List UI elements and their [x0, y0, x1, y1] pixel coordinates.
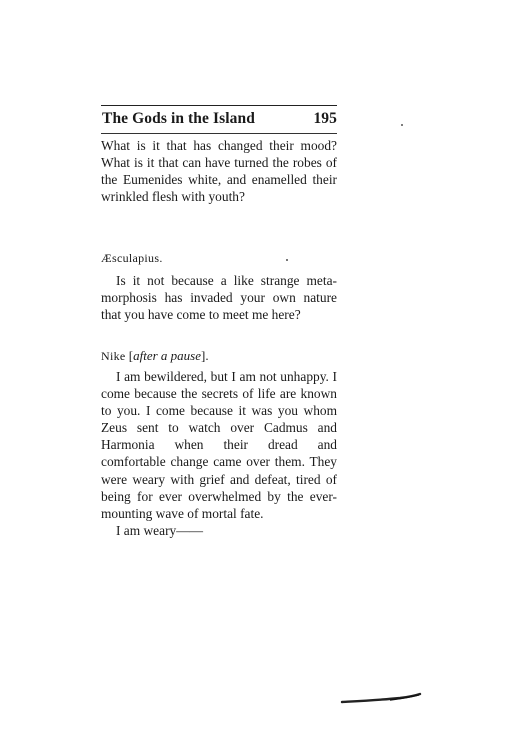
- speaker-nike: [101, 347, 337, 365]
- speaker-aesculapius: Æsculapius.: [101, 251, 163, 265]
- page-number: 195: [313, 110, 337, 127]
- paragraph-3: [101, 368, 337, 539]
- running-title: The Gods in the Island: [102, 110, 255, 127]
- paragraph-2: Is it not because a like strange meta-morphosis has invaded your own nature that you have come to meet me here?: [101, 273, 337, 323]
- top-rule: [101, 105, 337, 106]
- speck-mark: [401, 124, 403, 126]
- bracket-close: ].: [201, 348, 209, 363]
- running-header: [101, 110, 337, 130]
- bracket-open: [: [125, 348, 134, 363]
- paragraph-3-body: I am bewildered, but I am not unhappy. I come because the secrets of life are known to you. I come because it was you whom Zeus sent to watch over Cadmus and Harmonia when their dread and comfortable change came over them. They were weary with grief and defeat, tired of being for ever overwhelmed by the ever-mounting wave of mortal fate.: [101, 369, 337, 521]
- header-rule: [101, 133, 337, 134]
- paragraph-3-last-line: I am weary——: [116, 522, 204, 538]
- ink-scribble-mark: [340, 690, 424, 706]
- speaker-name: Nike: [101, 349, 126, 363]
- paragraph-1: What is it that has changed their mood? What is it that can have turned the robes of the Eumenides white, and enamelled their wrinkled flesh with youth?: [101, 138, 337, 205]
- stage-direction: after a pause: [133, 348, 202, 363]
